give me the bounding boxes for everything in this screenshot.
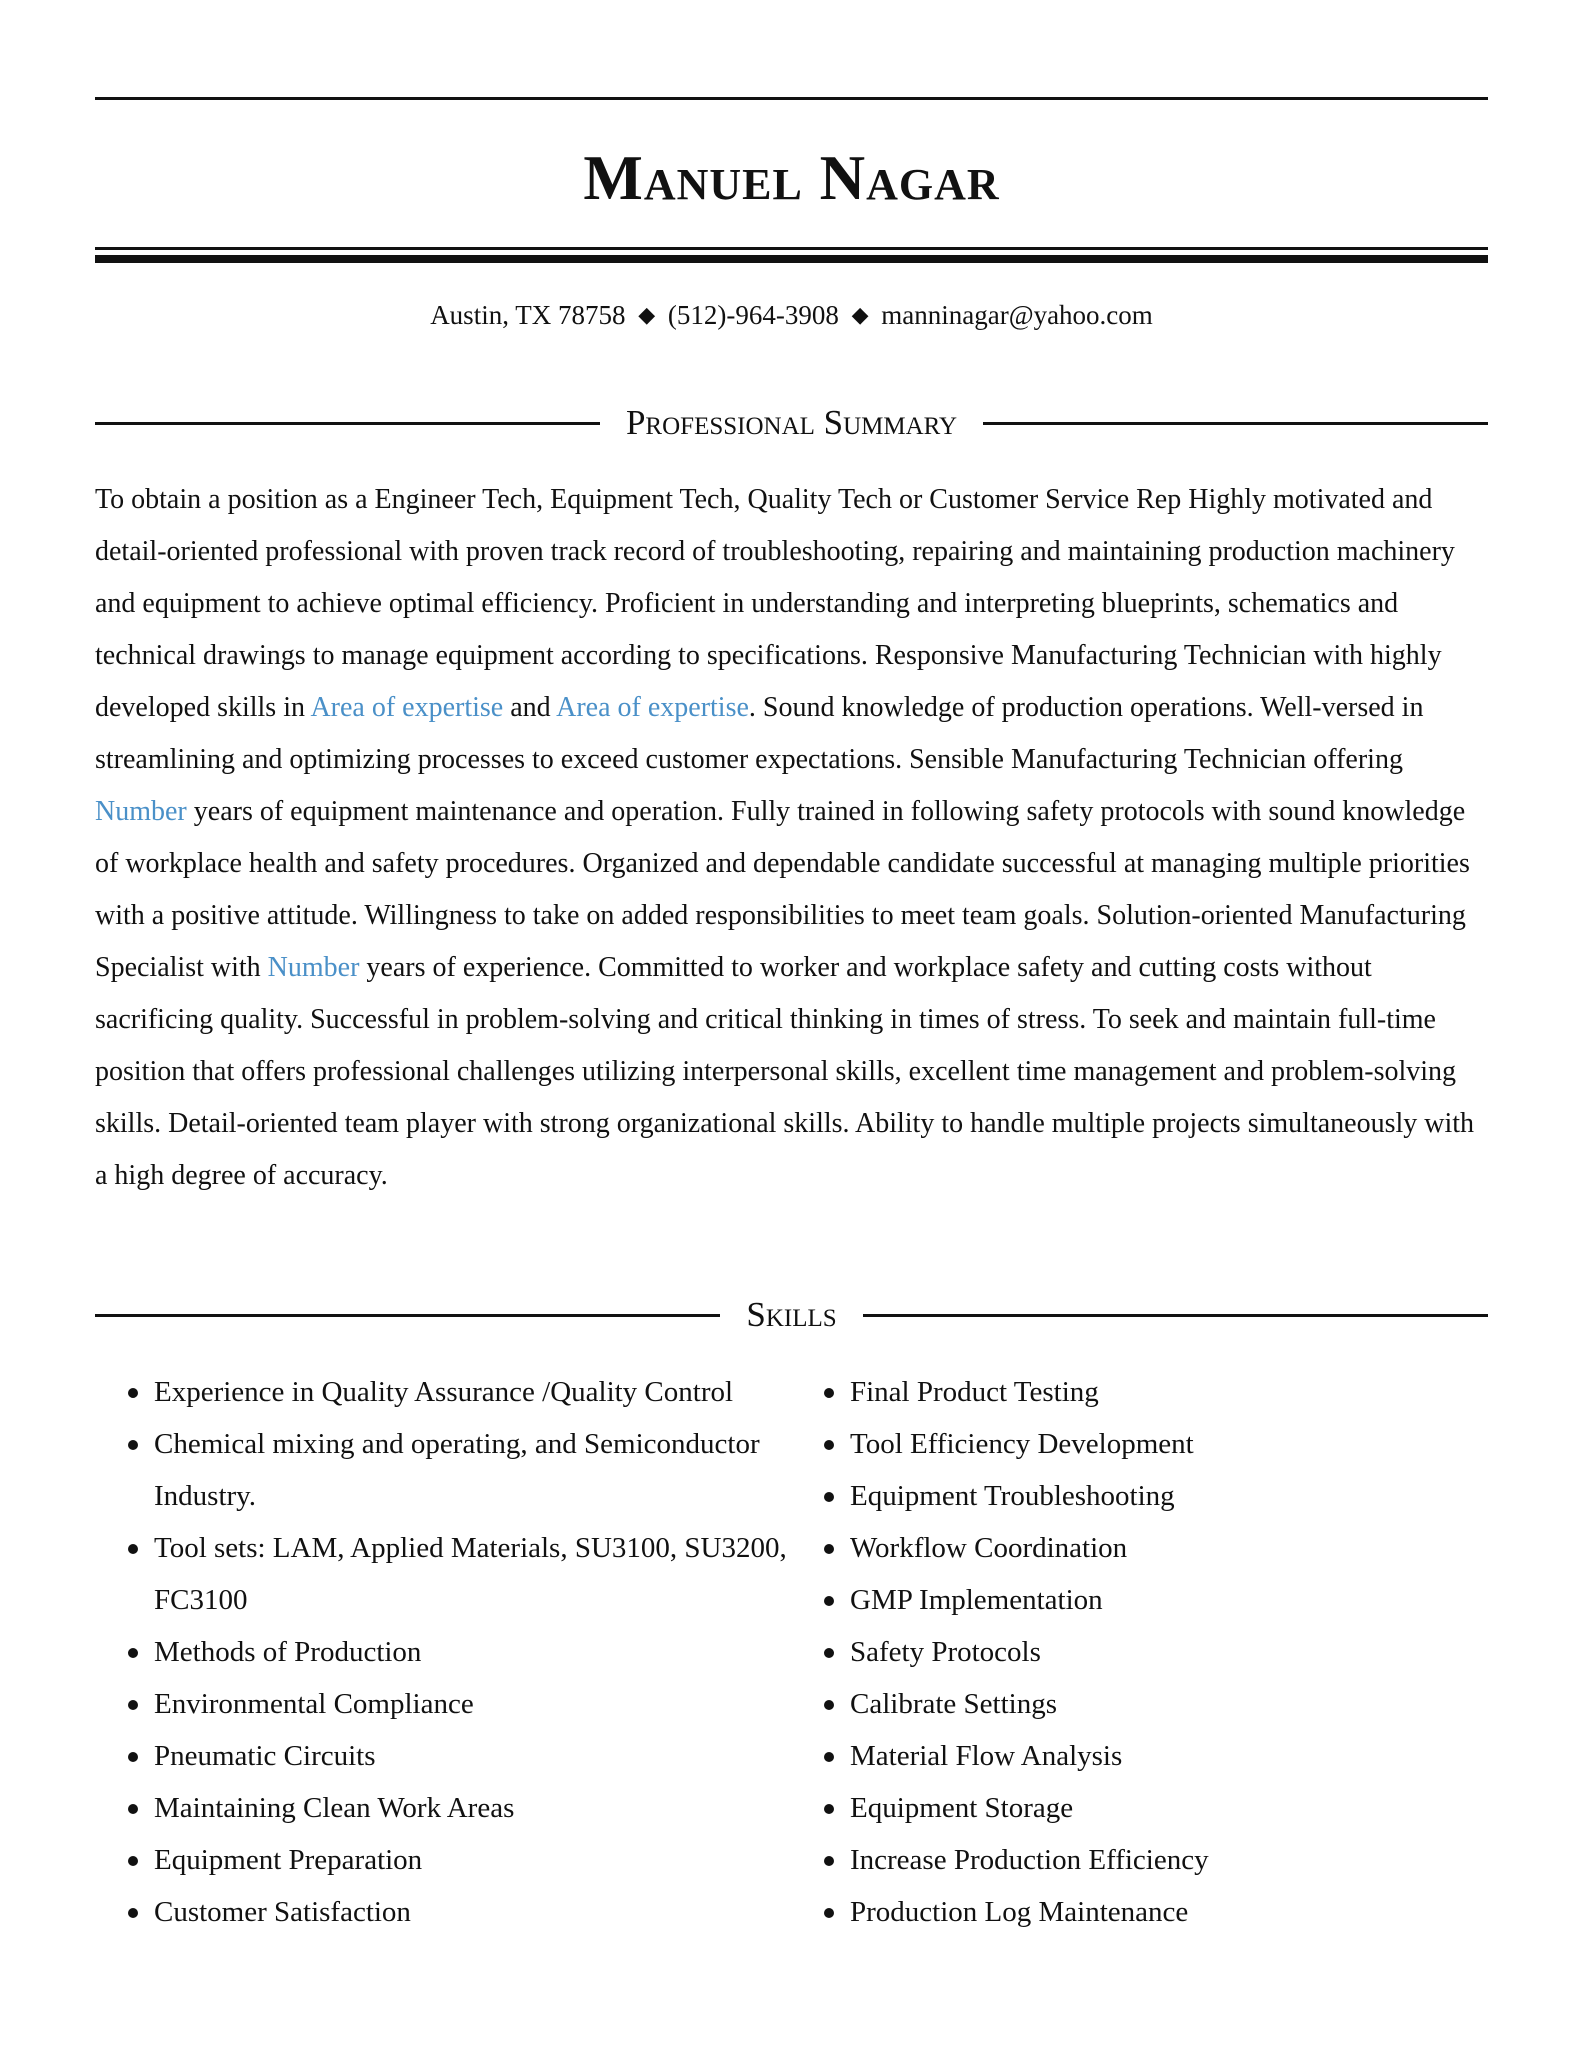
skill-item	[95, 1418, 791, 1522]
skill-label: Maintaining Clean Work Areas	[154, 1792, 515, 1824]
skills-column-left	[95, 1366, 791, 1938]
skill-label: Pneumatic Circuits	[154, 1740, 376, 1772]
skill-item	[95, 1366, 791, 1418]
bullet-icon	[824, 1440, 834, 1450]
skill-item	[95, 1730, 791, 1782]
skill-item	[791, 1418, 1488, 1470]
bullet-icon	[824, 1648, 834, 1658]
skill-item	[791, 1626, 1488, 1678]
skill-label: Equipment Storage	[850, 1792, 1074, 1824]
skill-label: Equipment Troubleshooting	[850, 1480, 1175, 1512]
skills-column-right	[791, 1366, 1488, 1938]
contact-location: Austin, TX 78758	[430, 300, 626, 330]
bullet-icon	[128, 1388, 138, 1398]
skill-label: GMP Implementation	[850, 1584, 1103, 1616]
bullet-icon	[128, 1440, 138, 1450]
skill-label: Chemical mixing and operating, and Semiconductor Industry.	[154, 1428, 760, 1512]
skill-item	[95, 1886, 791, 1938]
skill-label: Material Flow Analysis	[850, 1740, 1123, 1772]
heading-rule-right	[983, 422, 1488, 425]
skill-item	[791, 1782, 1488, 1834]
summary-placeholder-text: Number	[95, 796, 187, 827]
bullet-icon	[128, 1700, 138, 1710]
summary-text-segment: years of experience. Committed to worker and workplace safety and cutting costs without sacrificing quality. Successful in problem-solving and critical thinking in times of stress. To seek and maintain full-time position that offers professional challenges utilizing interpersonal skills, excellent time management and problem-solving skills. Detail-oriented team player with strong organizational skills. Ability to handle multiple projects simultaneously with a high degree of accuracy.	[95, 952, 1475, 1191]
summary-placeholder-text: Area of expertise	[310, 692, 504, 723]
skill-item	[791, 1574, 1488, 1626]
diamond-separator-icon: ◆	[851, 302, 869, 327]
skill-label: Final Product Testing	[850, 1376, 1099, 1408]
summary-text-segment: and	[503, 692, 557, 723]
bullet-icon	[824, 1700, 834, 1710]
top-rule	[95, 97, 1488, 100]
summary-heading-title: Professional Summary	[625, 403, 958, 442]
skills-list	[95, 1366, 1488, 1938]
bullet-icon	[824, 1804, 834, 1814]
skill-label: Environmental Compliance	[154, 1688, 474, 1720]
skill-item	[791, 1834, 1488, 1886]
bullet-icon	[824, 1492, 834, 1502]
bullet-icon	[128, 1908, 138, 1918]
skill-label: Production Log Maintenance	[850, 1896, 1189, 1928]
summary-text-segment: To obtain a position as a Engineer Tech, Equipment Tech, Quality Tech or Customer Service Rep Highly motivated and detail-oriented professional with proven track record of troubleshooting, repairing and maintaining production machinery and equipment to achieve optimal efficiency. Proficient in understanding and interpreting blueprints, schematics and technical drawings to manage equipment according to specifications. Responsive Manufacturing Technician with highly developed skills in	[95, 484, 1455, 723]
bullet-icon	[128, 1544, 138, 1554]
contact-email[interactable]: manninagar@yahoo.com	[881, 300, 1153, 330]
bullet-icon	[824, 1388, 834, 1398]
bullet-icon	[128, 1856, 138, 1866]
candidate-name: Manuel Nagar	[583, 143, 1000, 213]
skills-heading	[95, 1293, 1488, 1337]
skill-item	[95, 1782, 791, 1834]
skill-item	[791, 1678, 1488, 1730]
bullet-icon	[824, 1908, 834, 1918]
bullet-icon	[824, 1856, 834, 1866]
name-rule-thick	[95, 255, 1488, 263]
summary-heading	[95, 401, 1488, 445]
summary-placeholder-text: Number	[267, 952, 360, 983]
skill-label: Workflow Coordination	[850, 1532, 1128, 1564]
skill-item	[791, 1470, 1488, 1522]
contact-line	[95, 297, 1488, 335]
professional-summary-text	[95, 474, 1488, 1202]
skill-item	[791, 1366, 1488, 1418]
bullet-icon	[128, 1804, 138, 1814]
skill-label: Increase Production Efficiency	[850, 1844, 1209, 1876]
skill-label: Equipment Preparation	[154, 1844, 423, 1876]
skill-label: Experience in Quality Assurance /Quality Control	[154, 1376, 734, 1408]
diamond-separator-icon: ◆	[638, 302, 656, 327]
skill-label: Methods of Production	[154, 1636, 422, 1668]
skill-item	[791, 1730, 1488, 1782]
skill-label: Safety Protocols	[850, 1636, 1041, 1668]
heading-rule-left	[95, 422, 600, 425]
skill-label: Tool Efficiency Development	[850, 1428, 1194, 1460]
heading-rule-right	[863, 1314, 1488, 1317]
summary-text-segment: years of equipment maintenance and operation. Fully trained in following safety protocols with sound knowledge of workplace health and safety procedures. Organized and dependable candidate successful at managing multiple priorities with a positive attitude. Willingness to take on added responsibilities to meet team goals. Solution-oriented Manufacturing Specialist with	[95, 796, 1470, 983]
summary-placeholder-text: Area of expertise	[556, 692, 749, 723]
skills-heading-title: Skills	[746, 1295, 837, 1334]
bullet-icon	[824, 1544, 834, 1554]
name-rule-thin	[95, 247, 1488, 250]
skill-item	[95, 1522, 791, 1626]
skill-label: Customer Satisfaction	[154, 1896, 411, 1928]
skill-item	[95, 1678, 791, 1730]
bullet-icon	[824, 1596, 834, 1606]
bullet-icon	[824, 1752, 834, 1762]
summary-text-segment: . Sound knowledge of production operations. Well-versed in streamlining and optimizing processes to exceed customer expectations. Sensible Manufacturing Technician offering	[95, 692, 1424, 775]
skill-item	[791, 1886, 1488, 1938]
heading-rule-left	[95, 1314, 720, 1317]
bullet-icon	[128, 1648, 138, 1658]
bullet-icon	[128, 1752, 138, 1762]
skill-item	[95, 1626, 791, 1678]
skill-label: Calibrate Settings	[850, 1688, 1057, 1720]
skill-item	[791, 1522, 1488, 1574]
skill-label: Tool sets: LAM, Applied Materials, SU3100, SU3200, FC3100	[154, 1532, 787, 1616]
contact-phone: (512)-964-3908	[667, 300, 839, 330]
skill-item	[95, 1834, 791, 1886]
